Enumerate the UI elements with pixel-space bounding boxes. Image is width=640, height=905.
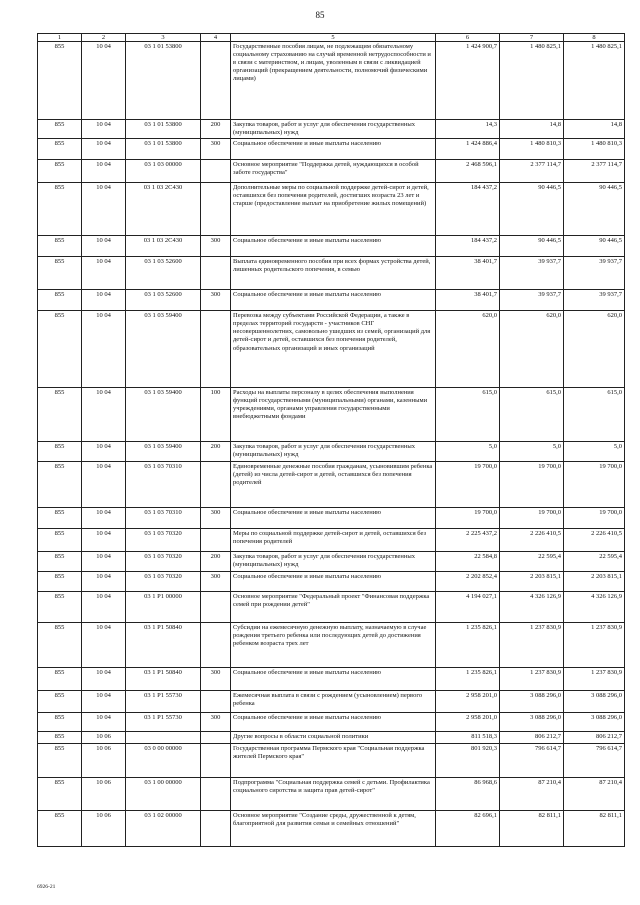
cell-amount-col8: 1 480 810,3 — [564, 139, 625, 160]
cell-expense-type: 300 — [201, 668, 231, 691]
cell-amount-col7: 1 237 830,9 — [500, 668, 564, 691]
cell-amount-col6: 86 968,6 — [436, 778, 500, 811]
cell-amount-col8: 1 237 830,9 — [564, 668, 625, 691]
cell-amount-col6: 2 958 201,0 — [436, 691, 500, 713]
cell-section-code: 10 04 — [82, 388, 126, 442]
cell-amount-col6: 1 235 826,1 — [436, 668, 500, 691]
cell-name: Меры по социальной поддержке детей-сирот и детей, оставшихся без попечения родителей — [231, 529, 436, 552]
table-row — [38, 42, 625, 120]
cell-target-article: 03 1 03 70310 — [126, 508, 201, 529]
cell-amount-col7: 615,0 — [500, 388, 564, 442]
column-header: 1 — [38, 34, 82, 42]
cell-name: Закупка товаров, работ и услуг для обеспечения государственных (муниципальных) нужд — [231, 120, 436, 139]
cell-amount-col8: 19 700,0 — [564, 508, 625, 529]
cell-admin-code: 855 — [38, 732, 82, 744]
cell-amount-col7: 5,0 — [500, 442, 564, 462]
table-row — [38, 388, 625, 442]
cell-target-article: 03 1 03 70320 — [126, 529, 201, 552]
cell-target-article: 03 1 P1 55730 — [126, 691, 201, 713]
cell-section-code: 10 04 — [82, 139, 126, 160]
cell-name: Расходы на выплаты персоналу в целях обеспечения выполнения функций государственными (муниципальными) органами, казенными учреждениями, органами управления государственными внебюджетными фондами — [231, 388, 436, 442]
table-row — [38, 732, 625, 744]
cell-admin-code: 855 — [38, 139, 82, 160]
cell-name: Государственные пособия лицам, не подлежащим обязательному социальному страхованию на случай временной нетрудоспособности и в связи с материнством, и лицам, уволенным в связи с ликвидацией организаций (прекращением деятельности, полномочий физическими лицами) — [231, 42, 436, 120]
cell-amount-col7: 90 446,5 — [500, 236, 564, 257]
cell-expense-type — [201, 311, 231, 388]
cell-section-code: 10 04 — [82, 713, 126, 732]
cell-section-code: 10 04 — [82, 183, 126, 236]
cell-amount-col6: 620,0 — [436, 311, 500, 388]
cell-admin-code: 855 — [38, 713, 82, 732]
cell-amount-col7: 1 480 825,1 — [500, 42, 564, 120]
table-row — [38, 120, 625, 139]
cell-expense-type: 100 — [201, 388, 231, 442]
cell-expense-type: 300 — [201, 572, 231, 592]
cell-amount-col7: 620,0 — [500, 311, 564, 388]
cell-name: Субсидии на ежемесячную денежную выплату, назначаемую в случае рождения третьего ребенка или последующих детей до достижения ребенком возраста трех лет — [231, 623, 436, 668]
cell-amount-col7: 3 088 296,0 — [500, 713, 564, 732]
cell-amount-col8: 87 210,4 — [564, 778, 625, 811]
table-row — [38, 744, 625, 778]
cell-target-article: 03 1 03 59400 — [126, 311, 201, 388]
cell-target-article — [126, 732, 201, 744]
footer-code: 6926-21 — [37, 884, 56, 890]
cell-amount-col8: 615,0 — [564, 388, 625, 442]
cell-expense-type: 200 — [201, 442, 231, 462]
cell-amount-col8: 39 937,7 — [564, 257, 625, 290]
cell-target-article: 03 1 P1 50840 — [126, 668, 201, 691]
cell-amount-col7: 19 700,0 — [500, 508, 564, 529]
cell-amount-col8: 22 595,4 — [564, 552, 625, 572]
cell-admin-code: 855 — [38, 290, 82, 311]
cell-target-article: 03 1 03 70310 — [126, 462, 201, 508]
cell-section-code: 10 04 — [82, 462, 126, 508]
cell-section-code: 10 04 — [82, 120, 126, 139]
column-header: 4 — [201, 34, 231, 42]
cell-name: Основное мероприятие "Поддержка детей, нуждающихся в особой заботе государства" — [231, 160, 436, 183]
cell-name: Выплата единовременного пособия при всех формах устройства детей, лишенных родительского попечения, в семью — [231, 257, 436, 290]
table-row — [38, 311, 625, 388]
cell-expense-type: 300 — [201, 508, 231, 529]
cell-amount-col8: 82 811,1 — [564, 811, 625, 847]
cell-target-article: 03 1 00 00000 — [126, 778, 201, 811]
cell-target-article: 03 1 02 00000 — [126, 811, 201, 847]
cell-amount-col8: 1 237 830,9 — [564, 623, 625, 668]
cell-section-code: 10 04 — [82, 42, 126, 120]
cell-amount-col7: 806 212,7 — [500, 732, 564, 744]
cell-target-article: 03 1 03 70320 — [126, 572, 201, 592]
cell-amount-col6: 1 424 900,7 — [436, 42, 500, 120]
cell-admin-code: 855 — [38, 744, 82, 778]
cell-admin-code: 855 — [38, 592, 82, 623]
cell-admin-code: 855 — [38, 529, 82, 552]
table-row — [38, 623, 625, 668]
cell-amount-col7: 1 480 810,3 — [500, 139, 564, 160]
cell-section-code: 10 04 — [82, 623, 126, 668]
cell-target-article: 03 1 P1 55730 — [126, 713, 201, 732]
cell-expense-type — [201, 811, 231, 847]
table-row — [38, 508, 625, 529]
cell-section-code: 10 04 — [82, 572, 126, 592]
cell-name: Закупка товаров, работ и услуг для обеспечения государственных (муниципальных) нужд — [231, 442, 436, 462]
cell-amount-col7: 1 237 830,9 — [500, 623, 564, 668]
cell-name: Основное мероприятие "Федеральный проект "Финансовая поддержка семей при рождении детей" — [231, 592, 436, 623]
column-header: 3 — [126, 34, 201, 42]
cell-amount-col6: 1 235 826,1 — [436, 623, 500, 668]
cell-target-article: 03 1 01 53800 — [126, 42, 201, 120]
cell-amount-col8: 2 377 114,7 — [564, 160, 625, 183]
cell-expense-type: 200 — [201, 120, 231, 139]
cell-admin-code: 855 — [38, 552, 82, 572]
cell-target-article: 03 1 03 2C430 — [126, 236, 201, 257]
table-row — [38, 139, 625, 160]
cell-expense-type — [201, 732, 231, 744]
cell-admin-code: 855 — [38, 183, 82, 236]
table-row — [38, 778, 625, 811]
cell-amount-col6: 184 437,2 — [436, 183, 500, 236]
cell-expense-type: 300 — [201, 236, 231, 257]
table-row — [38, 183, 625, 236]
table-row — [38, 811, 625, 847]
cell-amount-col6: 82 696,1 — [436, 811, 500, 847]
cell-name: Единовременные денежные пособия гражданам, усыновившим ребенка (детей) из числа детей-сирот и детей, оставшихся без попечения родителей — [231, 462, 436, 508]
cell-admin-code: 855 — [38, 311, 82, 388]
cell-amount-col6: 2 225 437,2 — [436, 529, 500, 552]
cell-amount-col6: 19 700,0 — [436, 508, 500, 529]
cell-amount-col8: 3 088 296,0 — [564, 713, 625, 732]
cell-amount-col7: 19 700,0 — [500, 462, 564, 508]
cell-admin-code: 855 — [38, 572, 82, 592]
cell-amount-col8: 39 937,7 — [564, 290, 625, 311]
cell-name: Социальное обеспечение и иные выплаты населению — [231, 668, 436, 691]
cell-section-code: 10 04 — [82, 508, 126, 529]
table-row — [38, 572, 625, 592]
cell-expense-type: 300 — [201, 139, 231, 160]
table-row — [38, 442, 625, 462]
cell-expense-type — [201, 462, 231, 508]
cell-section-code: 10 04 — [82, 529, 126, 552]
cell-expense-type — [201, 691, 231, 713]
cell-admin-code: 855 — [38, 160, 82, 183]
cell-amount-col6: 615,0 — [436, 388, 500, 442]
cell-name: Социальное обеспечение и иные выплаты населению — [231, 713, 436, 732]
cell-amount-col7: 39 937,7 — [500, 257, 564, 290]
cell-name: Другие вопросы в области социальной политики — [231, 732, 436, 744]
cell-amount-col6: 184 437,2 — [436, 236, 500, 257]
cell-target-article: 03 1 03 59400 — [126, 388, 201, 442]
cell-section-code: 10 04 — [82, 257, 126, 290]
cell-amount-col8: 620,0 — [564, 311, 625, 388]
cell-amount-col7: 82 811,1 — [500, 811, 564, 847]
cell-amount-col7: 90 446,5 — [500, 183, 564, 236]
cell-amount-col7: 39 937,7 — [500, 290, 564, 311]
cell-amount-col6: 2 958 201,0 — [436, 713, 500, 732]
cell-target-article: 03 1 03 59400 — [126, 442, 201, 462]
budget-table — [37, 33, 625, 847]
cell-expense-type — [201, 744, 231, 778]
cell-amount-col7: 796 614,7 — [500, 744, 564, 778]
column-header: 5 — [231, 34, 436, 42]
cell-name: Социальное обеспечение и иные выплаты населению — [231, 139, 436, 160]
cell-name: Основное мероприятие "Создание среды, дружественной к детям, благоприятной для развития семьи и семейных отношений" — [231, 811, 436, 847]
cell-amount-col7: 4 326 126,9 — [500, 592, 564, 623]
cell-amount-col8: 5,0 — [564, 442, 625, 462]
cell-amount-col6: 1 424 886,4 — [436, 139, 500, 160]
cell-target-article: 03 1 P1 50840 — [126, 623, 201, 668]
table-row — [38, 592, 625, 623]
cell-section-code: 10 06 — [82, 778, 126, 811]
cell-section-code: 10 04 — [82, 552, 126, 572]
table-row — [38, 529, 625, 552]
table-row — [38, 236, 625, 257]
cell-section-code: 10 04 — [82, 236, 126, 257]
cell-amount-col6: 38 401,7 — [436, 257, 500, 290]
cell-name: Подпрограмма "Социальная поддержка семей с детьми. Профилактика социального сиротства и защита прав детей-сирот" — [231, 778, 436, 811]
cell-amount-col7: 2 226 410,5 — [500, 529, 564, 552]
cell-section-code: 10 04 — [82, 311, 126, 388]
cell-section-code: 10 04 — [82, 668, 126, 691]
cell-section-code: 10 04 — [82, 442, 126, 462]
cell-amount-col8: 2 203 815,1 — [564, 572, 625, 592]
cell-target-article: 03 1 03 52600 — [126, 290, 201, 311]
column-header: 2 — [82, 34, 126, 42]
cell-amount-col6: 801 920,3 — [436, 744, 500, 778]
cell-admin-code: 855 — [38, 778, 82, 811]
cell-admin-code: 855 — [38, 257, 82, 290]
column-number-row — [38, 34, 625, 42]
column-header: 6 — [436, 34, 500, 42]
cell-target-article: 03 1 03 70320 — [126, 552, 201, 572]
cell-amount-col8: 806 212,7 — [564, 732, 625, 744]
table-row — [38, 691, 625, 713]
table-row — [38, 290, 625, 311]
page-number: 85 — [315, 10, 325, 20]
cell-target-article: 03 1 03 2C430 — [126, 183, 201, 236]
table-row — [38, 160, 625, 183]
cell-amount-col6: 811 518,3 — [436, 732, 500, 744]
cell-amount-col8: 90 446,5 — [564, 183, 625, 236]
cell-amount-col8: 3 088 296,0 — [564, 691, 625, 713]
cell-amount-col8: 4 326 126,9 — [564, 592, 625, 623]
table-row — [38, 668, 625, 691]
cell-section-code: 10 06 — [82, 744, 126, 778]
cell-amount-col8: 19 700,0 — [564, 462, 625, 508]
cell-admin-code: 855 — [38, 691, 82, 713]
cell-amount-col6: 22 584,8 — [436, 552, 500, 572]
cell-amount-col6: 5,0 — [436, 442, 500, 462]
cell-amount-col7: 3 088 296,0 — [500, 691, 564, 713]
cell-admin-code: 855 — [38, 236, 82, 257]
column-header: 7 — [500, 34, 564, 42]
cell-expense-type: 200 — [201, 552, 231, 572]
cell-amount-col6: 2 468 596,1 — [436, 160, 500, 183]
cell-amount-col8: 1 480 825,1 — [564, 42, 625, 120]
cell-amount-col7: 2 203 815,1 — [500, 572, 564, 592]
cell-name: Социальное обеспечение и иные выплаты населению — [231, 236, 436, 257]
column-header: 8 — [564, 34, 625, 42]
cell-name: Перевозка между субъектами Российской Федерации, а также в пределах территорий государств - участников СНГ несовершеннолетних, самовольно ушедших из семей, организаций для детей-сирот и детей, оставшихся без попечения родителей, образовательных организаций и иных организаций — [231, 311, 436, 388]
cell-target-article: 03 1 P1 00000 — [126, 592, 201, 623]
cell-name: Социальное обеспечение и иные выплаты населению — [231, 572, 436, 592]
cell-admin-code: 855 — [38, 668, 82, 691]
cell-amount-col7: 22 595,4 — [500, 552, 564, 572]
cell-admin-code: 855 — [38, 623, 82, 668]
cell-target-article: 03 1 03 00000 — [126, 160, 201, 183]
cell-expense-type — [201, 592, 231, 623]
cell-admin-code: 855 — [38, 42, 82, 120]
table-row — [38, 713, 625, 732]
cell-expense-type — [201, 529, 231, 552]
cell-amount-col7: 14,8 — [500, 120, 564, 139]
cell-amount-col7: 87 210,4 — [500, 778, 564, 811]
cell-amount-col6: 4 194 027,1 — [436, 592, 500, 623]
cell-name: Социальное обеспечение и иные выплаты населению — [231, 508, 436, 529]
cell-expense-type — [201, 42, 231, 120]
cell-admin-code: 855 — [38, 120, 82, 139]
cell-expense-type — [201, 183, 231, 236]
cell-expense-type — [201, 160, 231, 183]
table-row — [38, 257, 625, 290]
cell-amount-col8: 2 226 410,5 — [564, 529, 625, 552]
cell-name: Ежемесячная выплата в связи с рождением (усыновлением) первого ребенка — [231, 691, 436, 713]
cell-expense-type: 300 — [201, 290, 231, 311]
cell-name: Дополнительные меры по социальной поддержке детей-сирот и детей, оставшихся без попечения родителей, достигших возраста 23 лет и старше (предоставление выплат на приобретение жилых помещений) — [231, 183, 436, 236]
cell-expense-type — [201, 778, 231, 811]
cell-section-code: 10 04 — [82, 290, 126, 311]
cell-name: Закупка товаров, работ и услуг для обеспечения государственных (муниципальных) нужд — [231, 552, 436, 572]
cell-name: Государственная программа Пермского края "Социальная поддержка жителей Пермского края" — [231, 744, 436, 778]
cell-target-article: 03 1 01 53800 — [126, 120, 201, 139]
cell-amount-col8: 14,8 — [564, 120, 625, 139]
cell-amount-col6: 2 202 852,4 — [436, 572, 500, 592]
cell-section-code: 10 04 — [82, 592, 126, 623]
cell-amount-col8: 90 446,5 — [564, 236, 625, 257]
cell-target-article: 03 1 01 53800 — [126, 139, 201, 160]
cell-target-article: 03 1 03 52600 — [126, 257, 201, 290]
cell-amount-col6: 14,3 — [436, 120, 500, 139]
cell-target-article: 03 0 00 00000 — [126, 744, 201, 778]
cell-amount-col6: 38 401,7 — [436, 290, 500, 311]
table-body — [38, 42, 625, 847]
cell-amount-col8: 796 614,7 — [564, 744, 625, 778]
table-row — [38, 462, 625, 508]
cell-section-code: 10 04 — [82, 160, 126, 183]
cell-amount-col7: 2 377 114,7 — [500, 160, 564, 183]
cell-admin-code: 855 — [38, 442, 82, 462]
cell-expense-type — [201, 257, 231, 290]
cell-expense-type — [201, 623, 231, 668]
cell-section-code: 10 04 — [82, 691, 126, 713]
cell-admin-code: 855 — [38, 811, 82, 847]
cell-section-code: 10 06 — [82, 732, 126, 744]
cell-admin-code: 855 — [38, 388, 82, 442]
cell-section-code: 10 06 — [82, 811, 126, 847]
cell-admin-code: 855 — [38, 462, 82, 508]
cell-admin-code: 855 — [38, 508, 82, 529]
cell-expense-type: 300 — [201, 713, 231, 732]
cell-amount-col6: 19 700,0 — [436, 462, 500, 508]
table-row — [38, 552, 625, 572]
cell-name: Социальное обеспечение и иные выплаты населению — [231, 290, 436, 311]
